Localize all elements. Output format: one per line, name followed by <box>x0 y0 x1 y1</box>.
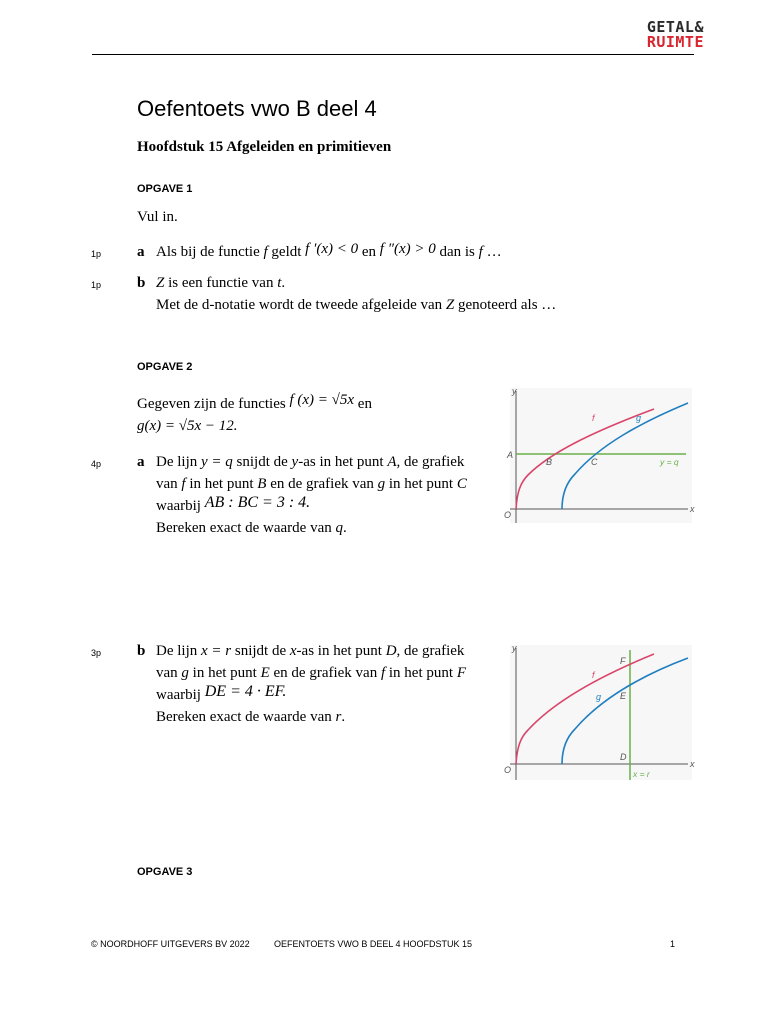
fig2-label-y: y <box>512 643 517 653</box>
fig1-label-line: y = q <box>660 457 679 467</box>
footer-copyright: © NOORDHOFF UITGEVERS BV 2022 <box>91 939 250 949</box>
logo-line2: RUIMTE <box>646 33 704 51</box>
fig1-label-A: A <box>507 450 514 460</box>
opgave1b-points: 1p <box>91 280 102 290</box>
opgave2a-text: De lijn y = q snijdt de y-as in het punt A, de grafiek van f in het punt B en de grafiek van g in het punt C waarbij AB : BC = 3 : 4. Bereken exact de waarde van q. <box>156 454 467 536</box>
opgave2b-letter: b <box>137 643 146 659</box>
fig2-label-E: E <box>620 691 627 701</box>
opgave2a-letter: a <box>137 454 145 470</box>
publisher-logo <box>647 20 704 50</box>
page-subtitle: Hoofdstuk 15 Afgeleiden en primitieven <box>137 139 392 155</box>
opgave2-heading: OPGAVE 2 <box>137 361 193 373</box>
opgave1b-text: Z is een functie van t. Met de d-notatie wordt de tweede afgeleide van Z genoteerd als … <box>156 275 557 313</box>
de-ef-equation: DE = 4 · EF. <box>204 683 287 700</box>
fig2-label-line: x = r <box>633 769 650 779</box>
opgave1a-points: 1p <box>91 249 102 259</box>
figure-1-background <box>510 388 692 523</box>
logo-line1: GETAL& <box>646 18 704 36</box>
opgave1-intro: Vul in. <box>137 209 178 225</box>
footer-document: OEFENTOETS VWO B DEEL 4 HOOFDSTUK 15 <box>274 939 473 949</box>
fig2-label-D: D <box>620 752 627 762</box>
opgave2a-points: 4p <box>91 459 102 469</box>
page-title: Oefentoets vwo B deel 4 <box>137 96 377 121</box>
footer-page-number: 1 <box>670 939 676 949</box>
fig2-label-g: g <box>596 692 602 702</box>
figure-1-graph <box>500 383 700 528</box>
fig2-label-origin: O <box>504 765 512 775</box>
opgave1-heading: OPGAVE 1 <box>137 183 193 195</box>
fig2-label-x: x <box>690 759 695 769</box>
fig1-label-g: g <box>636 413 642 423</box>
figure-2-graph <box>500 640 700 785</box>
opgave1a-text: Als bij de functie f geldt f ′(x) < 0 en f ″(x) > 0 dan is f … <box>156 241 502 260</box>
f-definition: f (x) = √5x <box>289 392 355 408</box>
condition-1: f ′(x) < 0 <box>305 241 359 257</box>
fig1-label-x: x <box>690 504 695 514</box>
opgave1a-letter: a <box>137 244 145 260</box>
fig2-label-f: f <box>592 670 595 680</box>
fig2-label-F: F <box>620 656 626 666</box>
opgave2b-points: 3p <box>91 648 102 658</box>
fig1-label-origin: O <box>504 510 512 520</box>
ratio-equation: AB : BC = 3 : 4. <box>204 494 311 511</box>
opgave2b-text: De lijn x = r snijdt de x-as in het punt D, de grafiek van g in het punt E en de grafiek van f in het punt F waarbij DE = 4 · EF. Bereken exact de waarde van r. <box>156 643 466 725</box>
opgave2-intro: Gegeven zijn de functies f (x) = √5x en g(x) = √5x − 12. <box>137 393 372 437</box>
fig1-label-B: B <box>546 457 553 467</box>
g-definition: g(x) = √5x − 12. <box>137 418 238 434</box>
opgave1b-letter: b <box>137 275 146 291</box>
opgave3-heading: OPGAVE 3 <box>137 866 193 878</box>
header-rule <box>92 54 694 55</box>
fig1-label-y: y <box>512 386 517 396</box>
figure-2-background <box>510 645 692 780</box>
fig1-label-f: f <box>592 413 595 423</box>
fig1-label-C: C <box>591 457 598 467</box>
condition-2: f ″(x) > 0 <box>379 241 436 257</box>
